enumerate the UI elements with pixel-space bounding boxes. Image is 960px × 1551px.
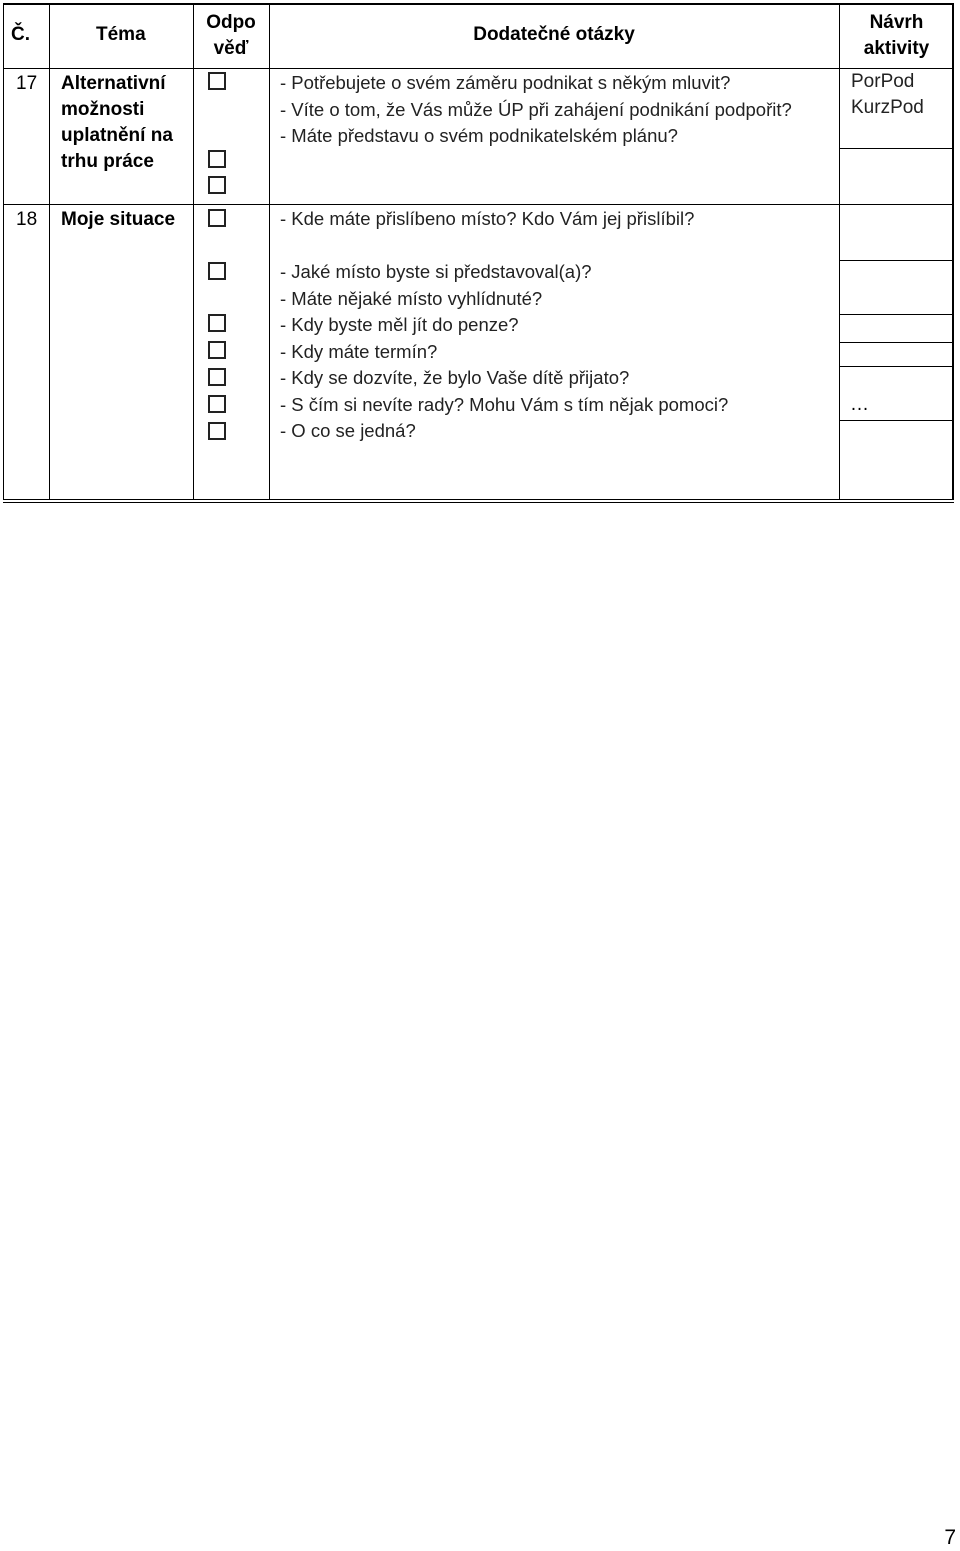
proposal-item: PorPod <box>851 71 915 92</box>
answer-checkbox[interactable] <box>208 72 226 90</box>
column-divider <box>839 5 840 499</box>
answer-checkbox[interactable] <box>208 262 226 280</box>
header-no: Č. <box>11 24 30 45</box>
answer-checkbox[interactable] <box>208 209 226 227</box>
question-list <box>280 70 792 150</box>
header-proposal <box>840 10 953 62</box>
proposal-divider <box>839 342 952 343</box>
answer-checkbox[interactable] <box>208 368 226 386</box>
proposal-ellipsis: … <box>850 394 869 415</box>
question-item: - Potřebujete o svém záměru podnikat s někým mluvit? <box>280 72 731 93</box>
column-divider <box>193 5 194 499</box>
row-topic: Moje situace <box>61 209 176 230</box>
question-item: - S čím si nevíte rady? Mohu Vám s tím nějak pomoci? <box>280 393 729 415</box>
question-list <box>280 259 728 445</box>
proposal-divider <box>839 314 952 315</box>
answer-checkbox[interactable] <box>208 422 226 440</box>
question-item: - Kdy máte termín? <box>280 340 438 362</box>
answer-checkbox[interactable] <box>208 341 226 359</box>
header-topic: Téma <box>96 24 146 45</box>
answer-checkbox[interactable] <box>208 150 226 168</box>
header-answer-line: Odpo <box>206 12 256 33</box>
question-item: - Kdy byste měl jít do penze? <box>280 314 519 335</box>
row-topic-line: možnosti <box>61 99 145 120</box>
question-item: - Jaké místo byste si představoval(a)? <box>280 261 592 282</box>
question-item: - Máte představu o svém podnikatelském plánu? <box>280 125 678 146</box>
question-item: - Máte nějaké místo vyhlídnuté? <box>280 287 543 309</box>
table-bottom-border <box>3 499 954 503</box>
row-divider <box>4 204 952 205</box>
answer-checkbox[interactable] <box>208 314 226 332</box>
page-number: 7 <box>944 1526 956 1549</box>
proposal-divider <box>839 148 952 149</box>
column-divider <box>269 5 270 499</box>
row-topic <box>61 71 173 175</box>
row-number: 17 <box>16 73 38 94</box>
question-item: - Kdy se dozvíte, že bylo Vaše dítě přijato? <box>280 367 630 388</box>
question-item: - O co se jedná? <box>280 420 416 441</box>
row-topic-line: trhu práce <box>61 151 154 172</box>
header-answer-line: věď <box>213 38 249 59</box>
column-divider <box>49 5 50 499</box>
answer-checkbox[interactable] <box>208 176 226 194</box>
row-number: 18 <box>16 209 38 230</box>
question-item: - Kde máte přislíbeno místo? Kdo Vám jej přislíbil? <box>280 208 695 229</box>
header-proposal-line: Návrh <box>869 12 924 33</box>
header-answer <box>194 10 268 62</box>
proposal-divider <box>839 366 952 367</box>
header-divider <box>4 68 952 69</box>
row-topic-line: uplatnění na <box>61 125 173 146</box>
question-item: - Víte o tom, že Vás může ÚP při zahájení podnikání podpořit? <box>280 98 792 120</box>
header-proposal-line: aktivity <box>863 38 930 59</box>
proposal-divider <box>839 420 952 421</box>
proposal-item: KurzPod <box>851 97 924 118</box>
proposal-activities <box>851 69 924 121</box>
header-questions: Dodatečné otázky <box>473 24 635 45</box>
proposal-divider <box>839 260 952 261</box>
row-topic-line: Alternativní <box>61 73 166 94</box>
answer-checkbox[interactable] <box>208 395 226 413</box>
